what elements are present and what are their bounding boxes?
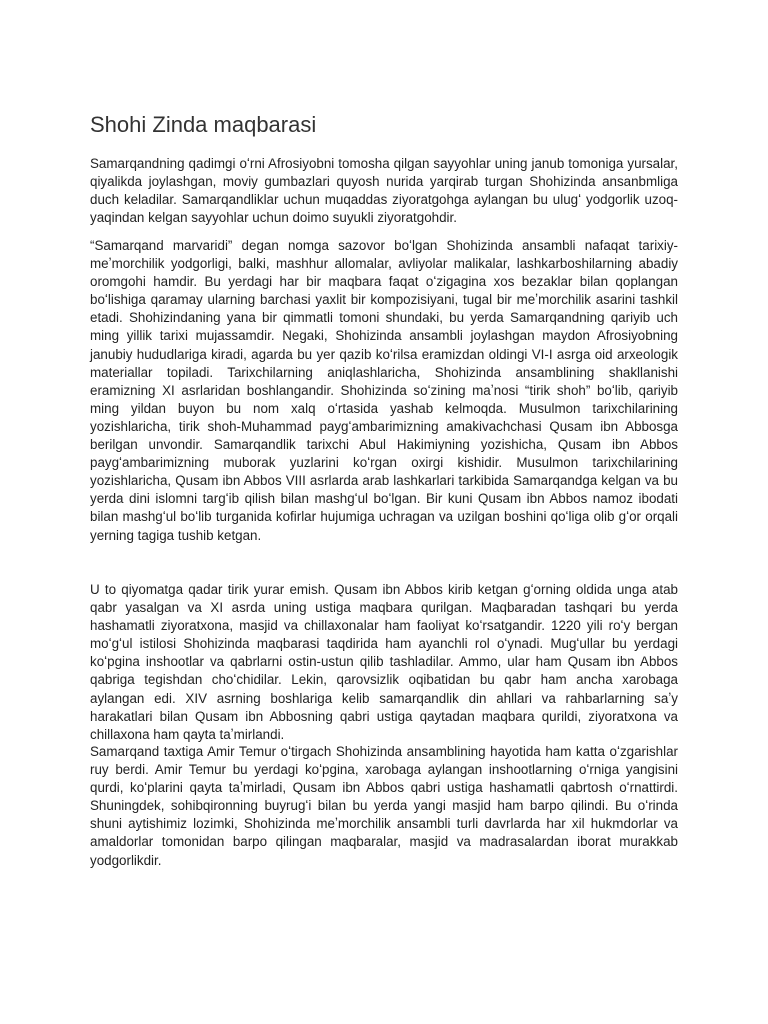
- document-title: Shohi Zinda maqbarasi: [90, 112, 317, 137]
- paragraph-2: “Samarqand marvaridi” degan nomga sazovor boʻlgan Shohizinda ansambli nafaqat tarixiy-meʼmorchilik yodgorligi, balki, mashhur allomalar, avliyolar malikalar, lashkarboshilarning abadiy oromgohi hamdir. Bu yerdagi har bir maqbara faqat oʻzigagina xos bezaklar bilan qoplangan boʻlishiga qaramay ularning barchasi yaxlit bir kompozisiyani, tugal bir meʼmorchilik asarini tashkil etadi. Shohizindaning yana bir qimmatli tomoni shundaki, bu yerda Samarqandning qariyib uch ming yillik tarixi mujassamdir. Negaki, Shohizinda ansambli joylashgan maydon Afrosiyobning janubiy hududlariga kiradi, agarda bu yer qazib koʻrilsa eramizdan oldingi VI-I asrga oid arxeologik materiallar topiladi. Tarixchilarning aniqlashlaricha, Shohizinda ansamblining shakllanishi eramizning XI asrlaridan boshlangandir. Shohizinda soʻzining maʼnosi “tirik shoh” boʻlib, qariyib ming yildan buyon bu nom xalq oʻrtasida yashab kelmoqda. Musulmon tarixchilarining yozishlaricha, tirik shoh-Muhammad paygʻambarimizning amakivachchasi Qusam ibn Abbosga berilgan unvondir. Samarqandlik tarixchi Abul Hakimiyning yozishicha, Qusam ibn Abbos paygʻambarimizning muborak yuzlarini koʻrgan oxirgi kishidir. Musulmon tarixchilarining yozishlaricha, Qusam ibn Abbos VIII asrlarda arab lashkarlari tarkibida Samarqandga kelgan va bu yerda dini islomni targʻib qilish bilan mashgʻul boʻlgan. Bir kuni Qusam ibn Abbos namoz ibodati bilan mashgʻul boʻlib turganida kofirlar hujumiga uchragan va uzilgan boshini qoʻliga olib gʻor orqali yerning tagiga tushib ketgan.: [90, 238, 678, 543]
- paragraph-4: Samarqand taxtiga Amir Temur oʻtirgach Shohizinda ansamblining hayotida ham katta oʻzgarishlar ruy berdi. Amir Temur bu yerdagi koʻpgina, xarobaga aylangan inshootlarning oʻrniga yangisini qurdi, koʻplarini qayta taʼmirladi, Qusam ibn Abbos qabri ustiga hashamatli qabrtosh oʻrnattirdi. Shuningdek, sohibqironning buyrugʻi bilan bu yerda yangi masjid ham barpo qilindi. Bu oʻrinda shuni aytishimiz lozimki, Shohizinda meʼmorchilik ansambli turli davrlarda har xil hukmdorlar va amaldorlar tomonidan barpo qilingan maqbaralar, masjid va madrasalardan iborat murakkab yodgorlikdir.: [90, 744, 678, 868]
- paragraph-3: U to qiyomatga qadar tirik yurar emish. Qusam ibn Abbos kirib ketgan gʻorning oldida unga atab qabr yasalgan va XI asrda uning ustiga maqbara qurilgan. Maqbaradan tashqari bu yerda hashamatli ziyoratxona, masjid va chillaxonalar ham faoliyat koʻrsatgandir. 1220 yili roʻy bergan moʻgʻul istilosi Shohizinda maqbarasi taqdirida ham ayanchli rol oʻynadi. Mugʻullar bu yerdagi koʻpgina inshootlar va qabrlarni ostin-ustun qilib tashladilar. Ammo, ular ham Qusam ibn Abbos qabriga tegishdan choʻchidilar. Lekin, qarovsizlik oqibatidan bu qabr ham ancha xarobaga aylangan edi. XIV asrning boshlariga kelib samarqandlik din ahllari va rahbarlarning saʼy harakatlari bilan Qusam ibn Abbosning qabri ustiga qaytadan maqbara qurildi, ziyoratxona va chillaxona ham qayta taʼmirlandi.: [90, 582, 678, 742]
- paragraph-1: Samarqandning qadimgi oʻrni Afrosiyobni tomosha qilgan sayyohlar uning janub tomoniga yursalar, qiyalikda joylashgan, moviy gumbazlari quyosh nurida yarqirab turgan Shohizinda ansanbmliga duch keladilar. Samarqandliklar uchun muqaddas ziyoratgohga aylangan bu ulugʻ yodgorlik uzoq-yaqindan kelgan sayyohlar uchun doimo suyukli ziyoratgohdir.: [90, 156, 678, 226]
